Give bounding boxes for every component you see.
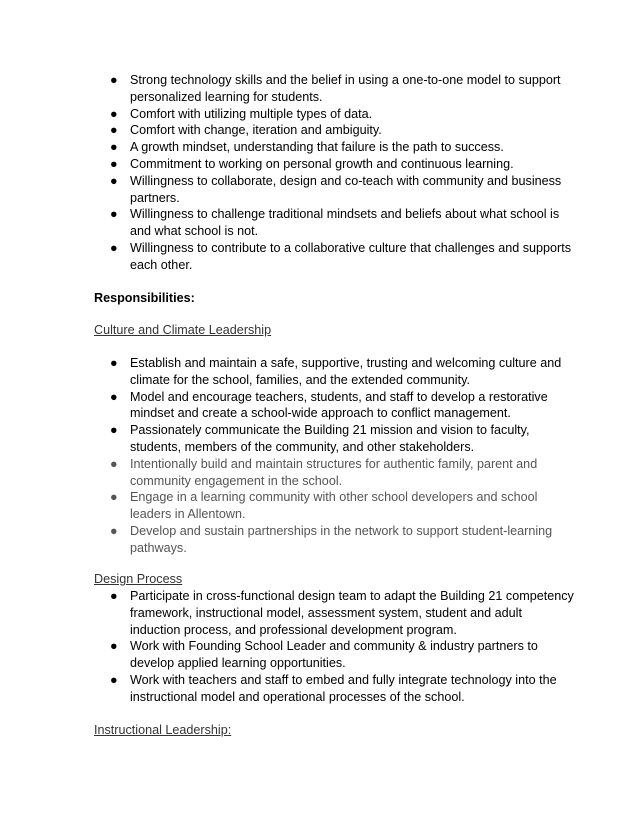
bullet-icon: ● — [110, 589, 118, 603]
bullet-icon: ● — [110, 523, 118, 538]
list-item: ● Willingness to collaborate, design and co-teach with community and business partners. — [110, 173, 562, 205]
bullet-icon: ● — [110, 456, 118, 471]
design-list — [94, 588, 574, 706]
bullet-icon: ● — [110, 639, 118, 654]
list-item: ● Willingness to contribute to a collaborative culture that challenges and supports each other. — [110, 240, 572, 272]
list-item: ● Establish and maintain a safe, supportive, trusting and welcoming culture and climate for the school, families, and the extended community. — [110, 356, 562, 387]
bullet-icon: ● — [110, 123, 118, 138]
bullet-icon: ● — [110, 389, 118, 404]
design-heading: Design Process — [94, 572, 183, 586]
bullet-icon: ● — [110, 207, 118, 222]
list-item: ● Participate in cross-functional design team to adapt the Building 21 competency framework, instructional model, assessment system, student and adult induction process, and professional development program. — [110, 589, 574, 637]
list-item: ● Engage in a learning community with other school developers and school leaders in Allentown. — [110, 490, 538, 522]
bullet-icon: ● — [110, 672, 118, 687]
list-item: ● Passionately communicate the Building 21 mission and vision to faculty, students, members of the community, and other stakeholders. — [110, 423, 530, 454]
bullet-icon: ● — [110, 106, 118, 121]
bullet-icon: ● — [110, 73, 118, 87]
instructional-heading: Instructional Leadership: — [94, 723, 232, 737]
bullet-icon: ● — [110, 423, 118, 438]
list-item: ● Comfort with utilizing multiple types of data. — [110, 106, 373, 121]
qualifications-list — [94, 72, 574, 274]
list-item: ● Comfort with change, iteration and ambiguity. — [110, 123, 382, 138]
list-item: ● Model and encourage teachers, students, and staff to develop a restorative mindset and create a school-wide approach to conflict management. — [110, 389, 548, 421]
bullet-icon: ● — [110, 140, 118, 155]
bullet-icon: ● — [110, 156, 118, 171]
bullet-icon: ● — [110, 173, 118, 188]
list-item: ● Intentionally build and maintain structures for authentic family, parent and community engagement in the school. — [110, 456, 538, 488]
bullet-icon: ● — [110, 356, 118, 370]
list-item: ● A growth mindset, understanding that failure is the path to success. — [110, 140, 504, 155]
list-item: ● Willingness to challenge traditional mindsets and beliefs about what school is and what school is not. — [110, 207, 560, 239]
list-item: ● Commitment to working on personal growth and continuous learning. — [110, 156, 514, 171]
list-item: ● Work with teachers and staff to embed and fully integrate technology into the instructional model and operational processes of the school. — [110, 672, 557, 704]
bullet-icon: ● — [110, 240, 118, 255]
responsibilities-heading: Responsibilities: — [94, 291, 195, 305]
list-item: ● Develop and sustain partnerships in the network to support student-learning pathways. — [110, 523, 553, 555]
bullet-icon: ● — [110, 490, 118, 505]
culture-heading: Culture and Climate Leadership — [94, 323, 272, 337]
list-item: ● Work with Founding School Leader and community & industry partners to develop applied learning opportunities. — [110, 639, 538, 671]
culture-list — [94, 355, 574, 557]
list-item: ● Strong technology skills and the belief in using a one-to-one model to support personalized learning for students. — [110, 73, 561, 104]
